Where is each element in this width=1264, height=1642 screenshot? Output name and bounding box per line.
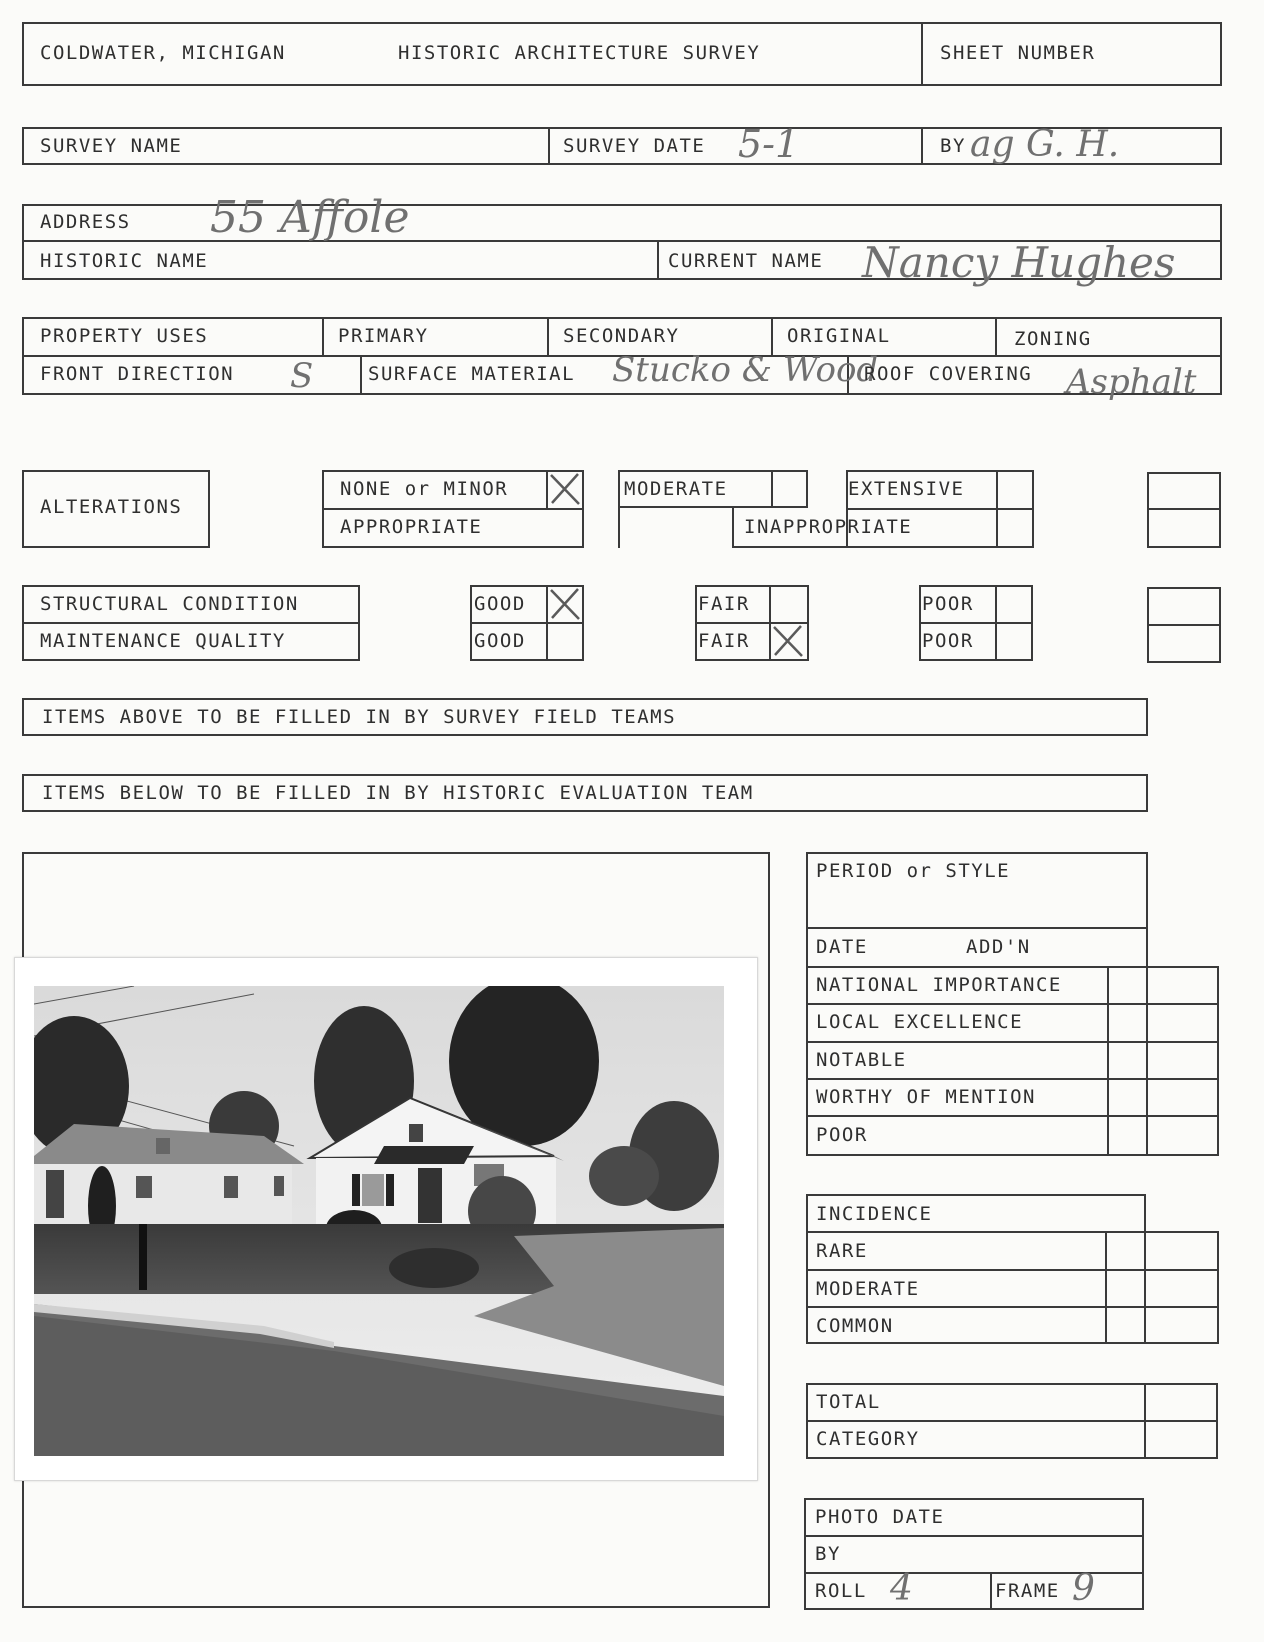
notable-divider [806, 1078, 1218, 1080]
totals-score-col [1144, 1383, 1146, 1459]
survey-divider-1 [548, 127, 550, 165]
roof-covering-label: ROOF COVERING [864, 363, 1033, 385]
survey-name-label: SURVEY NAME [40, 135, 183, 157]
maintenance-quality-label: MAINTENANCE QUALITY [40, 630, 286, 652]
notable-label: NOTABLE [816, 1049, 907, 1071]
none-minor-label: NONE or MINOR [340, 478, 509, 500]
current-name-value[interactable]: Nancy Hughes [862, 238, 1176, 287]
structural-poor-label: POOR [922, 593, 974, 615]
front-direction-label: FRONT DIRECTION [40, 363, 235, 385]
worthy-of-mention-label: WORTHY OF MENTION [816, 1086, 1036, 1108]
moderate-checkbox-divider [771, 470, 773, 508]
evaluation-score-col [1107, 966, 1109, 1156]
national-divider [806, 1003, 1218, 1005]
current-name-label: CURRENT NAME [668, 250, 824, 272]
national-importance-label: NATIONAL IMPORTANCE [816, 974, 1062, 996]
common-label: COMMON [816, 1315, 894, 1337]
frame-value[interactable]: 9 [1072, 1568, 1095, 1609]
photo-area-top-border [22, 852, 770, 854]
incidence-score-right [1217, 1231, 1219, 1344]
extensive-label: EXTENSIVE [848, 478, 965, 500]
photo-date-label: PHOTO DATE [815, 1506, 945, 1528]
maintenance-good-label: GOOD [474, 630, 526, 652]
front-direction-value[interactable]: S [290, 356, 314, 396]
historic-name-label: HISTORIC NAME [40, 250, 209, 272]
property-col-2 [547, 317, 549, 355]
photo-area-right-border [768, 852, 770, 1608]
incidence-label: INCIDENCE [816, 1203, 933, 1225]
structural-good-label: GOOD [474, 593, 526, 615]
structural-fair-label: FAIR [698, 593, 750, 615]
form-title: HISTORIC ARCHITECTURE SURVEY [398, 42, 761, 64]
survey-by-label: BY [940, 135, 966, 157]
none-minor-divider [322, 508, 584, 510]
photo-by-label: BY [815, 1543, 841, 1565]
incidence-score-col [1105, 1231, 1107, 1344]
header-divider [921, 22, 923, 86]
survey-date-label: SURVEY DATE [563, 135, 706, 157]
frame-divider [990, 1572, 992, 1610]
evaluation-poor-label: POOR [816, 1124, 868, 1146]
incidence-moderate-label: MODERATE [816, 1278, 920, 1300]
inappropriate-label: INAPPROPRIATE [744, 516, 913, 538]
maintenance-poor-label: POOR [922, 630, 974, 652]
alterations-score-divider [1147, 508, 1221, 510]
worthy-divider [806, 1115, 1218, 1117]
items-above-text: ITEMS ABOVE TO BE FILLED IN BY SURVEY FIELD TEAMS [42, 706, 677, 728]
maintenance-fair-check-icon[interactable] [771, 624, 805, 658]
photo-info-divider-1 [804, 1535, 1144, 1537]
condition-score-divider [1147, 624, 1221, 626]
survey-date-value[interactable]: 5-1 [738, 122, 800, 166]
total-label: TOTAL [816, 1391, 881, 1413]
alterations-label: ALTERATIONS [40, 496, 183, 518]
totals-divider [806, 1420, 1218, 1422]
addn-label: ADD'N [966, 936, 1031, 958]
evaluation-score-right [1217, 966, 1219, 1156]
local-excellence-label: LOCAL EXCELLENCE [816, 1011, 1024, 1033]
survey-by-value[interactable]: ag G. H. [970, 124, 1120, 165]
surface-material-value[interactable]: Stucko & Wood [612, 350, 879, 390]
sheet-number-label: SHEET NUMBER [940, 42, 1096, 64]
category-label: CATEGORY [816, 1428, 920, 1450]
period-divider [806, 927, 1148, 929]
original-label: ORIGINAL [787, 325, 891, 347]
local-divider [806, 1041, 1218, 1043]
property-col-1 [322, 317, 324, 355]
incidence-divider-2 [806, 1269, 1218, 1271]
roof-covering-value[interactable]: Asphalt [1066, 362, 1197, 402]
incidence-divider-3 [806, 1306, 1218, 1308]
secondary-label: SECONDARY [563, 325, 680, 347]
none-minor-check-icon[interactable] [548, 472, 582, 506]
primary-label: PRIMARY [338, 325, 429, 347]
roll-value[interactable]: 4 [890, 1568, 913, 1609]
address-label: ADDRESS [40, 211, 131, 233]
current-name-divider [657, 240, 659, 280]
structural-condition-label: STRUCTURAL CONDITION [40, 593, 299, 615]
items-below-text: ITEMS BELOW TO BE FILLED IN BY HISTORIC EVALUATION TEAM [42, 782, 754, 804]
roll-label: ROLL [815, 1580, 867, 1602]
incidence-divider-1 [806, 1231, 1218, 1233]
period-style-label: PERIOD or STYLE [816, 860, 1011, 882]
rare-label: RARE [816, 1240, 868, 1262]
photo-area-bottom-border [22, 1606, 770, 1608]
survey-divider-2 [921, 127, 923, 165]
location-label: COLDWATER, MICHIGAN [40, 42, 286, 64]
poor-checkbox-divider [995, 585, 997, 661]
incidence-bottom-ext [806, 1342, 1218, 1344]
evaluation-bottom-ext [806, 1154, 1218, 1156]
property-col-4 [995, 317, 997, 355]
moderate-label: MODERATE [624, 478, 728, 500]
maintenance-fair-label: FAIR [698, 630, 750, 652]
condition-label-divider [22, 622, 360, 624]
surface-material-label: SURFACE MATERIAL [368, 363, 576, 385]
date-label: DATE [816, 936, 868, 958]
date-divider [806, 966, 1218, 968]
property-col-5 [360, 355, 362, 395]
property-uses-label: PROPERTY USES [40, 325, 209, 347]
address-value[interactable]: 55 Affole [210, 192, 410, 243]
appropriate-label: APPROPRIATE [340, 516, 483, 538]
house-photograph [34, 986, 724, 1456]
poor-divider [919, 622, 1033, 624]
frame-label: FRAME [995, 1580, 1060, 1602]
good-divider [470, 622, 584, 624]
alterations-score-box[interactable] [1147, 472, 1221, 548]
appropriate-checkbox-right [618, 508, 620, 548]
structural-good-check-icon[interactable] [548, 587, 582, 621]
zoning-label: ZONING [1014, 328, 1092, 350]
